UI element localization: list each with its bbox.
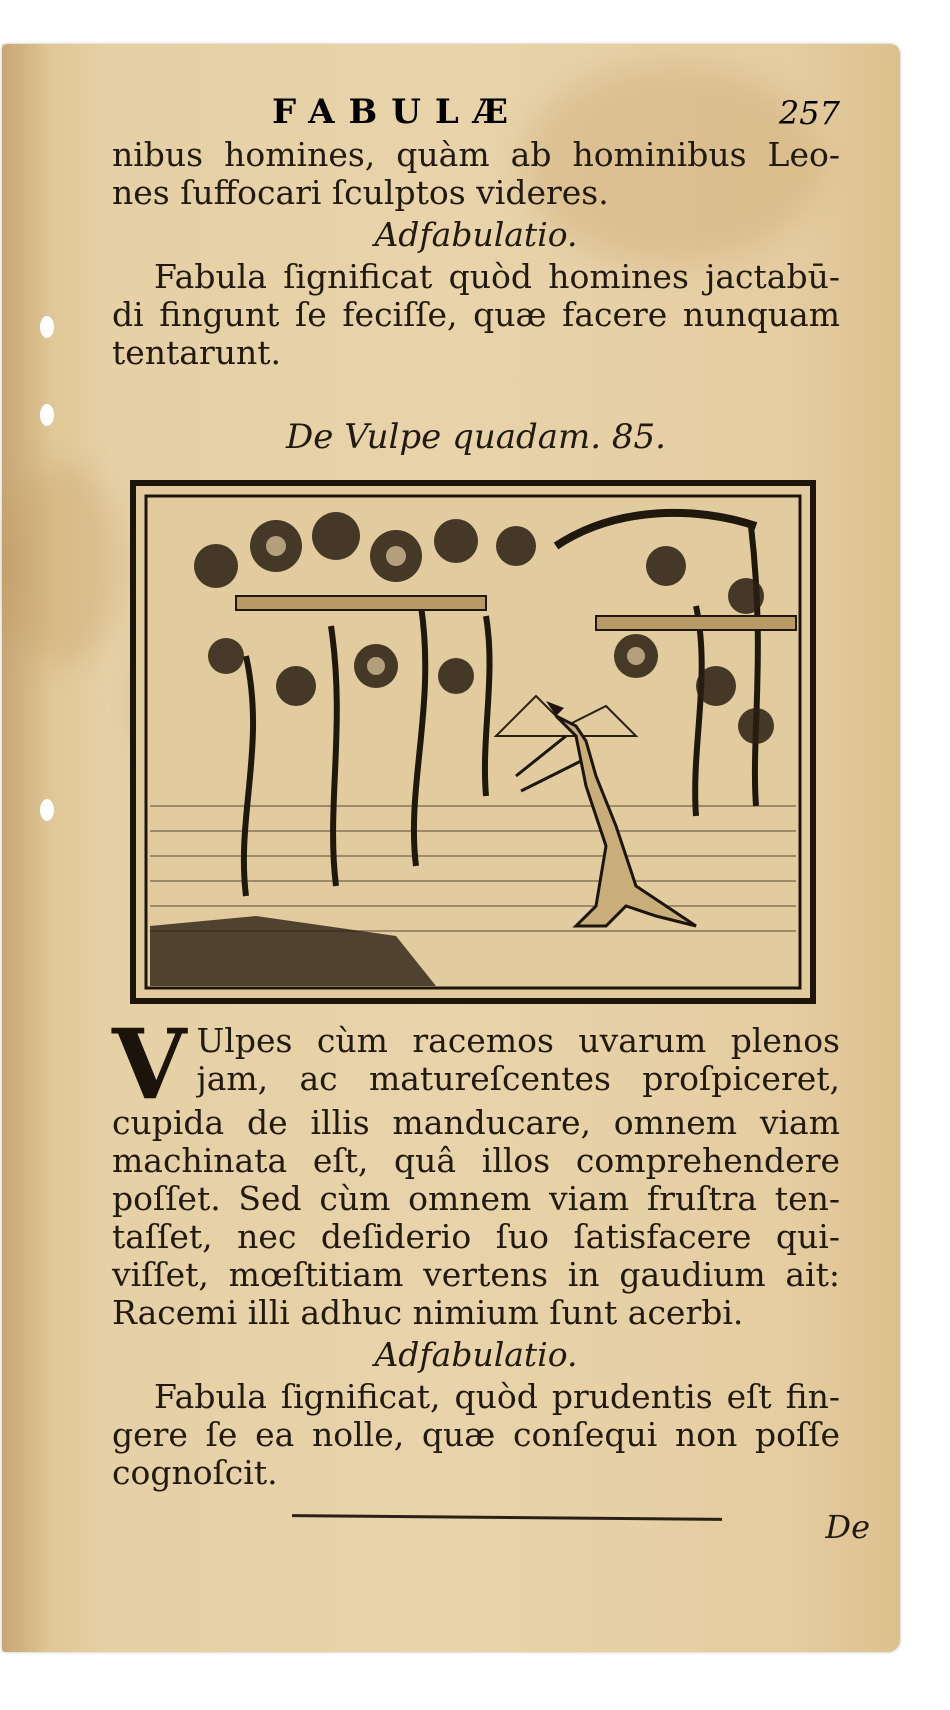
page-number: 257 (778, 94, 840, 132)
fable-title-block (112, 418, 840, 456)
catchword: De (825, 1508, 870, 1546)
text-line: taſſet, nec deſiderio ſuo ſatisfacere qui- (112, 1217, 840, 1256)
text-line: cognoſcit. (112, 1453, 278, 1492)
fable-body (112, 1008, 840, 1492)
page-header (112, 92, 840, 132)
text-line: Ulpes cùm racemos uvarum plenos (196, 1022, 840, 1060)
text-line: gere ſe ea nolle, quæ conſequi non poſſe (112, 1415, 840, 1454)
text-line: viſſet, mœſtitiam vertens in gaudium ait: (112, 1255, 840, 1294)
text-line: jam, ac matureſcentes proſpiceret, (196, 1060, 840, 1098)
moral-heading: Adfabulatio. (374, 215, 578, 254)
fox-and-grapes-woodcut (136, 486, 810, 998)
page-gutter-shadow (2, 44, 50, 1652)
woodcut-illustration (130, 480, 816, 1004)
moral-heading: Adfabulatio. (374, 1335, 578, 1374)
text-line: di fingunt ſe feciſſe, quæ facere nunquam (112, 295, 840, 334)
fable-title: De Vulpe quadam. 85. (286, 417, 666, 457)
binding-hole (40, 404, 54, 426)
water-stain (2, 464, 122, 664)
text-line: nes ſuffocari ſculptos videres. (112, 173, 609, 212)
binding-hole (40, 799, 54, 821)
running-title: FABULÆ (272, 92, 522, 132)
drop-cap: V (112, 1008, 187, 1121)
text-line: Racemi illi adhuc nimium ſunt acerbi. (112, 1293, 744, 1332)
binding-hole (40, 316, 54, 338)
text-line: nibus homines, quàm ab hominibus Leo- (112, 135, 840, 174)
text-line: machinata eſt, quâ illos comprehendere (112, 1141, 840, 1180)
previous-fable-ending (112, 136, 840, 372)
text-line: Fabula ſignificat quòd homines jactabū- (154, 257, 840, 296)
text-line: Fabula ſignificat, quòd prudentis eſt fin- (154, 1377, 840, 1416)
text-line: tentarunt. (112, 333, 282, 372)
text-line: poſſet. Sed cùm omnem viam fruſtra ten- (112, 1179, 840, 1218)
text-line: cupida de illis manducare, omnem viam (112, 1103, 840, 1142)
